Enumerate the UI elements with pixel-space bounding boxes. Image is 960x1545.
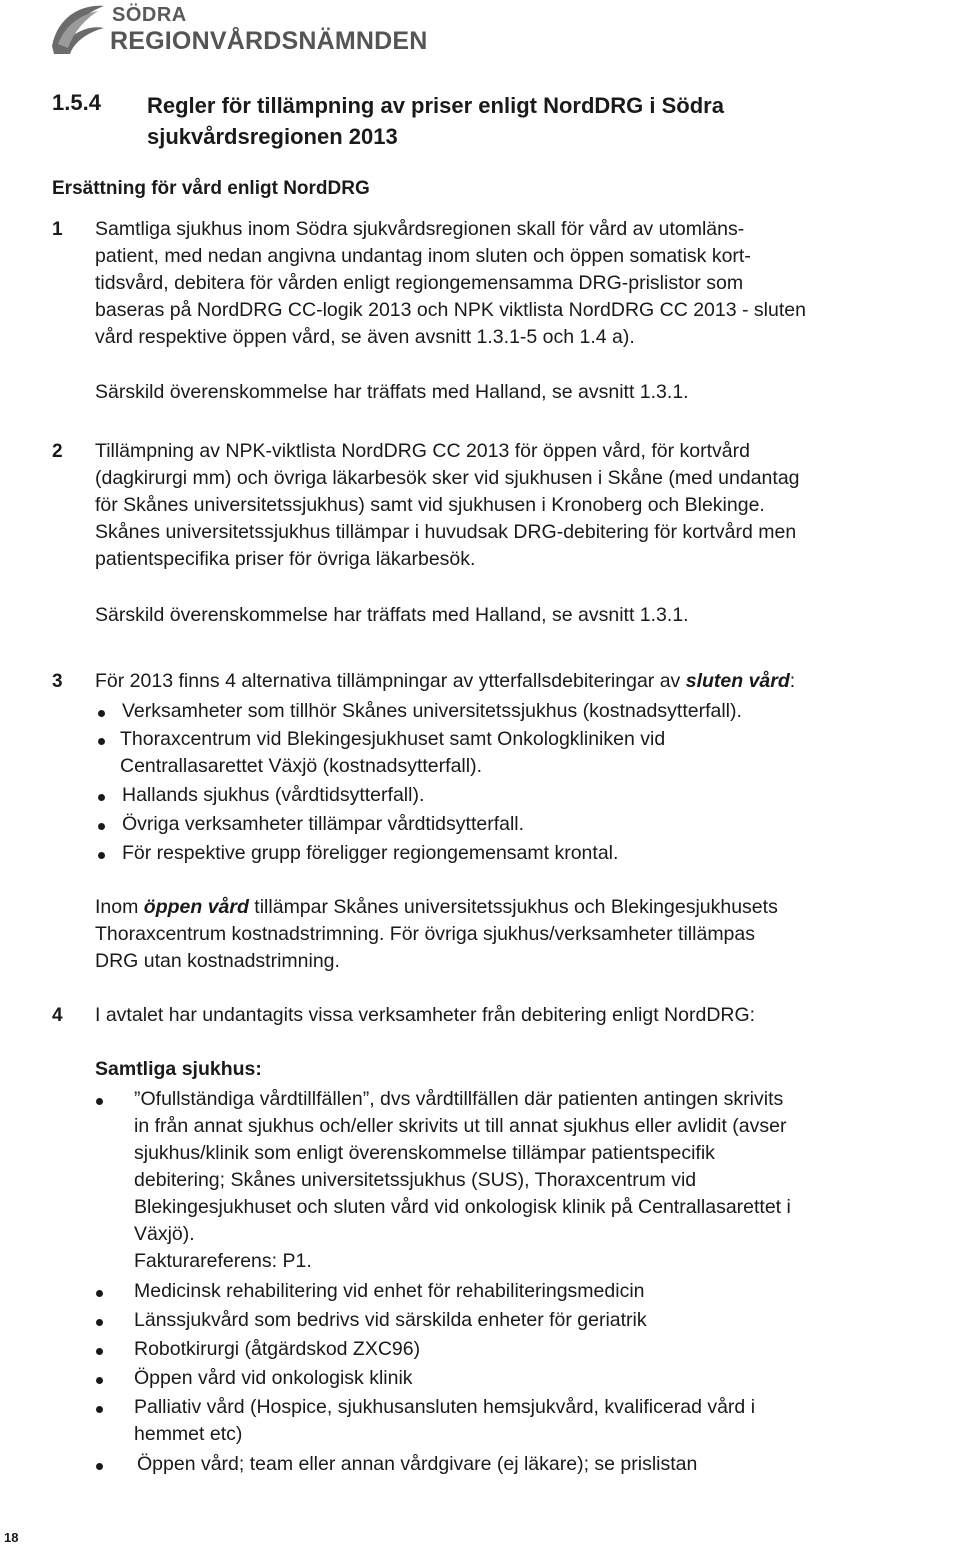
paragraph-line: Skånes universitetssjukhus tillämpar i huvudsak DRG-debitering för kortvård men — [95, 521, 797, 543]
list-item: Öppen vård; team eller annan vårdgivare (ej läkare); se prislistan — [137, 1453, 698, 1475]
paragraph-line: Samtliga sjukhus inom Södra sjukvårdsregionen skall för vård av utomläns- — [95, 218, 745, 240]
list-item: Medicinsk rehabilitering vid enhet för rehabiliteringsmedicin — [134, 1280, 645, 1302]
bullet-icon — [96, 1290, 103, 1297]
page-title-line-1: Regler för tillämpning av priser enligt NordDRG i Södra — [147, 93, 724, 118]
intro-colon: : — [789, 670, 796, 692]
list-item: Thoraxcentrum vid Blekingesjukhuset samt Onkologkliniken vid — [120, 728, 666, 750]
list-item-continuation: hemmet etc) — [134, 1423, 243, 1445]
bullet-icon — [96, 1463, 103, 1470]
group-title: Samtliga sjukhus: — [95, 1058, 262, 1080]
list-item: Länssjukvård som bedrivs vid särskilda enheter för geriatrik — [134, 1309, 647, 1331]
subheading: Ersättning för vård enligt NordDRG — [52, 178, 370, 199]
list-item: Verksamheter som tillhör Skånes universitetssjukhus (kostnadsytterfall). — [122, 700, 742, 722]
paragraph-line: Tillämpning av NPK-viktlista NordDRG CC 2013 för öppen vård, för kortvård — [95, 440, 750, 462]
list-item-continuation: Blekingesjukhuset och sluten vård vid onkologisk klinik på Centrallasarettet i — [134, 1196, 791, 1218]
bullet-icon — [98, 794, 105, 801]
bullet-icon — [98, 823, 105, 830]
bullet-icon — [98, 852, 105, 859]
bullet-icon — [96, 1319, 103, 1326]
para-prefix: Inom — [95, 896, 144, 918]
page-number: 18 — [4, 1530, 19, 1545]
paragraph-line: baseras på NordDRG CC-logik 2013 och NPK viktlista NordDRG CC 2013 - sluten — [95, 299, 806, 321]
para-suffix: tillämpar Skånes universitetssjukhus och Blekingesjukhusets — [248, 896, 778, 918]
list-item: ”Ofullständiga vårdtillfällen”, dvs vårdtillfällen där patienten antingen skrivits — [134, 1088, 784, 1110]
list-item: Öppen vård vid onkologisk klinik — [134, 1367, 413, 1389]
logo-text-top: SÖDRA — [112, 4, 187, 26]
paragraph-line: tidsvård, debitera för vården enligt regiongemensamma DRG-prislistor som — [95, 272, 744, 294]
invoice-reference: Fakturareferens: P1. — [134, 1250, 312, 1272]
bullet-icon — [98, 738, 105, 745]
section-1-note: Särskild överenskommelse har träffats med Halland, se avsnitt 1.3.1. — [95, 381, 689, 403]
section-3-number: 3 — [52, 671, 63, 692]
paragraph-line — [95, 896, 778, 919]
page-title — [147, 90, 907, 152]
bullet-icon — [96, 1098, 103, 1105]
section-4-number: 4 — [52, 1005, 63, 1026]
list-item-continuation: Centrallasarettet Växjö (kostnadsytterfall). — [120, 755, 482, 777]
list-item: Palliativ vård (Hospice, sjukhusansluten hemsjukvård, kvalificerad vård i — [134, 1396, 756, 1418]
logo-text-bottom: REGIONVÅRDSNÄMNDEN — [110, 27, 428, 55]
section-2-note: Särskild överenskommelse har träffats med Halland, se avsnitt 1.3.1. — [95, 604, 689, 626]
list-item-continuation: in från annat sjukhus och/eller skrivits ut till annat sjukhus eller avlidit (avser — [134, 1115, 787, 1137]
list-item-continuation: sjukhus/klinik som enligt överenskommelse tillämpar patientspecifik — [134, 1142, 715, 1164]
page-title-line-2: sjukvårdsregionen 2013 — [147, 124, 398, 149]
list-item: Övriga verksamheter tillämpar vårdtidsytterfall. — [122, 813, 525, 835]
section-number: 1.5.4 — [52, 90, 101, 115]
emphasis-sluten-vard: sluten vård — [685, 670, 790, 692]
list-item: Robotkirurgi (åtgärdskod ZXC96) — [134, 1338, 421, 1360]
list-item-continuation: Växjö). — [134, 1223, 195, 1245]
paragraph-line: patient, med nedan angivna undantag inom sluten och öppen somatisk kort- — [95, 245, 751, 267]
logo-emblem-icon — [48, 2, 106, 56]
paragraph-line: DRG utan kostnadstrimning. — [95, 950, 340, 972]
paragraph-line: patientspecifika priser för övriga läkarbesök. — [95, 548, 476, 570]
bullet-icon — [98, 710, 105, 717]
paragraph-line: för Skånes universitetssjukhus) samt vid sjukhusen i Kronoberg och Blekinge. — [95, 494, 765, 516]
paragraph-line: vård respektive öppen vård, se även avsnitt 1.3.1-5 och 1.4 a). — [95, 326, 635, 348]
section-1-number: 1 — [52, 219, 63, 240]
bullet-icon — [96, 1348, 103, 1355]
bullet-icon — [96, 1406, 103, 1413]
bullet-icon — [96, 1377, 103, 1384]
paragraph-line: (dagkirurgi mm) och övriga läkarbesök sker vid sjukhusen i Skåne (med undantag — [95, 467, 800, 489]
emphasis-oppen-vard: öppen vård — [143, 896, 249, 918]
paragraph-line: Thoraxcentrum kostnadstrimning. För övriga sjukhus/verksamheter tillämpas — [95, 923, 756, 945]
section-2-number: 2 — [52, 441, 63, 462]
logo — [48, 2, 448, 58]
section-3-intro — [95, 670, 795, 693]
section-4-intro: I avtalet har undantagits vissa verksamheter från debitering enligt NordDRG: — [95, 1004, 756, 1026]
intro-text: För 2013 finns 4 alternativa tillämpningar av ytterfallsdebiteringar av — [95, 670, 686, 692]
list-item-continuation: debitering; Skånes universitetssjukhus (SUS), Thoraxcentrum vid — [134, 1169, 697, 1191]
list-item: Hallands sjukhus (vårdtidsytterfall). — [122, 784, 425, 806]
list-item: För respektive grupp föreligger regiongemensamt krontal. — [122, 842, 619, 864]
